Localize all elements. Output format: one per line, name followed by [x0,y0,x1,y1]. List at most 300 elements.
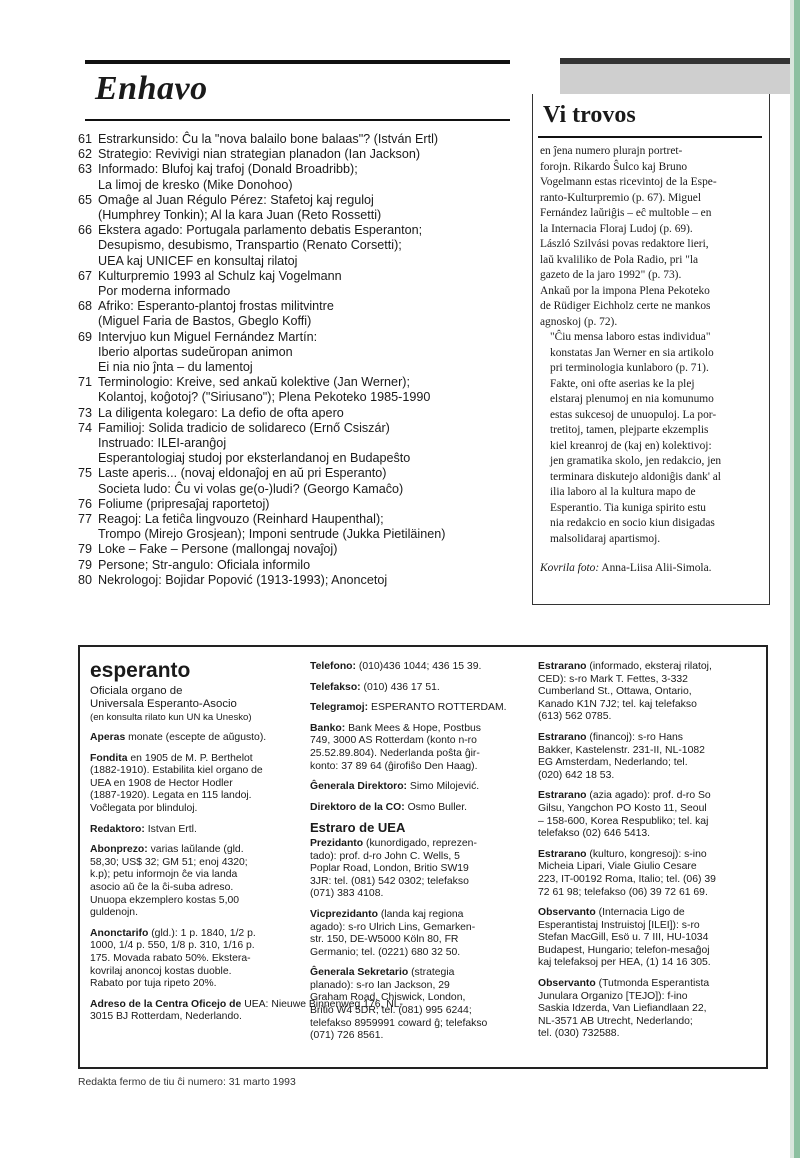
toc-entry [78,132,518,147]
imprint-line [310,934,515,947]
imprint-line [90,978,290,991]
imprint-text: kovrilaj anoncoj kostas duoble. [90,965,232,977]
imprint-text: Rabato por tuja ripeto 20%. [90,978,217,990]
toc-entry [78,223,518,269]
toc-entry-text: (Humphrey Tonkin); Al la kara Juan (Reto Rossetti) [98,208,382,223]
imprint-block [90,844,290,920]
imprint-line [538,816,758,829]
imprint-text: (071) 726 8561. [310,1030,384,1042]
imprint-line [90,907,290,920]
imprint-label: Vicprezidanto [310,908,378,920]
imprint-line [310,888,515,901]
toc-entry [78,193,518,223]
imprint-text: (azia agado): prof. d-ro So [589,790,711,802]
toc-entry [78,147,518,162]
imprint-text: planado): s-ro Ian Jackson, 29 [310,979,450,991]
imprint-line [538,945,758,958]
imprint-line [310,748,515,761]
imprint-text: Gilsu, Yangchon PO Kosto 11, Seoul [538,802,707,814]
imprint-line [90,732,290,745]
imprint-text: (1887-1920). Legata en 115 landoj. [90,790,252,802]
imprint-col-2 [310,661,515,1051]
toc-entry [78,421,518,467]
imprint-label: Estrarano [538,848,587,860]
imprint-text: 175. Movada rabato 50%. Ekstera- [90,952,251,964]
imprint-line [90,882,290,895]
sidebar-line: agnoskoj (p. 72). [540,315,618,328]
imprint-line [538,907,758,920]
imprint-block [310,909,515,959]
sidebar-line: en ĵena numero plurajn portret- [540,145,683,157]
imprint-text: Esperantistaj Instruistoj [ILEI]): s-ro [538,919,700,931]
toc-entry-text: Afriko: Esperanto-plantoj frostas militvintre [98,299,334,314]
toc-entry-text: Trompo (Mirejo Grosjean); Imponi sentrude (Jukka Pietiläinen) [98,527,446,542]
sidebar-line: de Rüdiger Eichholz certe ne mankos [540,300,711,312]
imprint-line [538,849,758,862]
imprint-text: 749, 3000 AS Rotterdam (konto n-ro [310,735,477,747]
imprint-block [90,753,290,816]
imprint-label: Estrarano [538,731,587,743]
toc-entry-text: Esperantologiaj studoj por eksterlandanoj en Budapeŝto [98,451,411,466]
imprint-line [310,851,515,864]
imprint-col-3 [538,661,758,1049]
organ-description [90,685,290,724]
imprint-text: Cumberland St., Ottawa, Ontario, [538,686,692,698]
imprint-text: Micheia Lipari, Viale Giulio Cesare [538,861,697,873]
imprint-text: monate (escepte de aŭgusto). [128,732,267,743]
imprint-text: (Tutmonda Esperantista [598,978,710,990]
imprint-text: – 158-600, Korea Respubliko; tel. kaj [538,815,709,827]
imprint-line [310,992,515,1005]
imprint-text: Graham Road, Chiswick, London, [310,992,466,1004]
imprint-text: guldenojn. [90,907,138,919]
toc-page-number: 66 [78,223,93,238]
organ-line: Universala Esperanto-Asocio [90,698,237,710]
table-of-contents [78,132,518,588]
imprint-line [538,1016,758,1029]
imprint-line [538,711,758,724]
imprint-line [538,661,758,674]
imprint-label: Telefakso: [310,681,361,693]
toc-entry-text: Nekrologoj: Bojidar Popović (1913-1993); Anoncetoj [98,572,388,587]
imprint-line [538,674,758,687]
imprint-text: 1000, 1/4 p. 550, 1/8 p. 310, 1/16 p. [90,940,255,952]
imprint-text: konto: 37 89 64 (ĝirofiŝo Den Haag). [310,760,478,772]
imprint-block [310,661,515,674]
toc-entry-text: Loke – Fake – Persone (mallongaj novaĵoj) [98,542,338,557]
sidebar-line: la Internacia Floraj Ludoj (p. 69). [540,222,693,235]
imprint-text: kaj telefaksoj per HEA, (1) 14 16 305. [538,957,711,969]
imprint-line [90,778,290,791]
imprint-line [538,745,758,758]
estraro-blocks [310,838,515,1043]
imprint-label: Ĝenerala Sekretario [310,967,409,979]
imprint-line [538,978,758,991]
imprint-block [538,849,758,899]
imprint-text: (gld.): 1 p. 1840, 1/2 p. [151,927,256,939]
imprint-label: Observanto [538,907,596,919]
imprint-text: CED): s-ro Mark T. Fettes, 3-332 [538,673,688,685]
imprint-line [90,844,290,857]
imprint-text: 3JR: tel. (081) 542 0302; telefakso [310,875,469,887]
imprint-block [310,802,515,815]
imprint-label: Direktoro de la CO: [310,801,405,813]
sidebar-line: kiel kreanroj de (kaj en) kolektivoj: [550,439,712,452]
imprint-block [90,928,290,991]
toc-entry-text: Persone; Str-angulo: Oficiala informilo [98,557,311,572]
imprint-line [90,753,290,766]
imprint-text: Voĉlegata por blinduloj. [90,802,198,814]
imprint-line [310,967,515,980]
imprint-col-3-blocks [538,661,758,1041]
imprint-text: k.p); petu informojn ĉe via landa [90,869,238,881]
imprint-line [90,928,290,941]
imprint-block [538,907,758,970]
imprint-text: 72 61 98; telefakso (06) 39 72 61 69. [538,886,708,898]
imprint-line [538,874,758,887]
toc-entry-text: Familioj: Solida tradicio de solidareco (Ernő Csiszár) [98,420,390,435]
toc-entry [78,375,518,405]
sidebar-line: nia redakcio en socio kiun disigadas [550,517,715,529]
toc-page-number: 75 [78,466,93,481]
sidebar-line: malsolidaraj apartismoj. [550,532,661,545]
toc-entry-text: Instruado: ILEI-aranĝoj [98,436,227,451]
imprint-text: EG Amsterdam, Nederlando; tel. [538,757,688,769]
imprint-contact-blocks [310,661,515,814]
imprint-label: Abonprezo: [90,844,148,856]
toc-page-number: 67 [78,268,93,283]
toc-entry [78,406,518,421]
imprint-block [538,661,758,724]
imprint-line [538,757,758,770]
imprint-label: Prezidanto [310,837,364,849]
toc-page-number: 76 [78,496,93,511]
toc-page-number: 79 [78,542,93,557]
imprint-text: Unuopa ekzemplero kostas 5,00 [90,894,240,906]
imprint-line [310,1030,515,1043]
imprint-line [538,686,758,699]
imprint-text: (landa kaj regiona [380,908,464,920]
imprint-text: NL-3571 AB Utrecht, Nederlando; [538,1015,693,1027]
imprint-label: Ĝenerala Direktoro: [310,781,408,793]
toc-entry [78,542,518,557]
imprint-text: UEA: Nieuwe Binnenweg 176, NL- [244,998,404,1010]
imprint-line [90,803,290,816]
toc-page-number: 61 [78,132,93,146]
imprint-line [310,1005,515,1018]
imprint-line [538,1028,758,1041]
imprint-line [310,922,515,935]
imprint-text: (kulturo, kongresoj): s-ino [589,848,707,860]
imprint-line [538,920,758,933]
sidebar-line: pri terminologia kunlaboro (p. 71). [550,362,709,374]
imprint-text: (1882-1910). Estabilita kiel organo de [90,765,263,777]
imprint-text: (financoj): s-ro Hans [589,731,683,743]
imprint-block [538,732,758,782]
imprint-text: UEA en 1908 de Hector Hodler [90,777,233,789]
toc-entry-text: Ei nia nio ĵnta – du lamentoj [98,360,253,375]
imprint-line [90,998,404,1012]
sidebar-line: jen gramatika skolo, jen redakcio, jen [550,455,722,467]
imprint-label: Telegramoj: [310,702,369,714]
imprint-block [310,838,515,901]
toc-page-number: 74 [78,420,93,435]
toc-entry-text: Informado: Blufoj kaj trafoj (Donald Broadribb); [98,162,358,177]
imprint-line [538,932,758,945]
imprint-text: Germanio; tel. (0221) 680 32 50. [310,946,461,958]
toc-entry-text: Foliume (pripresaĵaj raportetoj) [98,496,270,511]
imprint-line [538,803,758,816]
imprint-text: 58,30; US$ 32; GM 51; enoj 4320; [90,856,248,868]
sidebar-line: estas sukcesoj de unuopuloj. La por- [550,408,717,421]
imprint-text: 223, IT-00192 Roma, Italio; tel. (06) 39 [538,873,716,885]
imprint-block [310,967,515,1043]
imprint-text: tado): prof. d-ro John C. Wells, 5 [310,850,460,862]
sidebar-text [540,144,766,577]
imprint-line [310,661,515,674]
cover-credit-label: Kovrila foto: [540,562,600,574]
imprint-line [538,699,758,712]
imprint-text: (071) 383 4108. [310,888,384,900]
toc-entry-text: La limoj de kresko (Mike Donohoo) [98,177,293,192]
imprint-label: Observanto [538,978,596,990]
imprint-line [310,723,515,736]
imprint-line [310,802,515,815]
sidebar-line: ilia laboro al la kultura mapo de [550,486,696,498]
toc-entry-text: Reagoj: La fetiĉa lingvouzo (Reinhard Haupenthal); [98,512,384,527]
imprint-line [538,828,758,841]
imprint-line [538,991,758,1004]
imprint-line [90,895,290,908]
imprint-block [310,723,515,773]
estraro-heading: Estraro de UEA [310,820,406,836]
imprint-line [310,761,515,774]
toc-page-number: 62 [78,147,93,162]
sidebar-line: Fernández laŭriĝis – eĉ multoble – en [540,207,712,219]
imprint-label: Estrarano [538,661,587,672]
toc-entry-text: Estrarkunsido: Ĉu la "nova balailo bone balaas"? (István Ertl) [98,132,439,146]
toc-entry-text: Terminologio: Kreive, sed ankaŭ kolektive (Jan Werner); [98,375,410,390]
imprint-text: Budapest, Hungario; telefon-mesaĝoj [538,944,710,956]
imprint-text: asocio aŭ ĉe la ĉi-suba adreso. [90,881,234,893]
toc-page-number: 65 [78,192,93,207]
imprint-line [538,887,758,900]
imprint-text: Kanado K1N 7J2; tel. kaj telefakso [538,698,697,710]
sidebar-title: Vi trovos [543,102,636,128]
sidebar-line: Vogelmann estas ricevintoj de la Espe- [540,176,717,188]
toc-entry-text: Ekstera agado: Portugala parlamento debatis Esperanton; [98,223,423,238]
imprint-text: ESPERANTO ROTTERDAM. [371,702,507,714]
imprint-text: en 1905 de M. P. Berthelot [130,752,253,764]
organ-note: (en konsulta rilato kun UN ka Unesko) [90,712,252,723]
imprint-text: Saskia Idzerda, Van Liefiandlaan 22, [538,1003,707,1015]
imprint-line [310,863,515,876]
toc-entry-text: La diligenta kolegaro: La defio de ofta apero [98,405,344,420]
toc-page-number: 68 [78,299,93,314]
imprint-box [78,645,768,1069]
sidebar-rule [538,136,762,138]
toc-entry [78,162,518,192]
toc-entry [78,512,518,542]
imprint-text: Britio W4 5DR; tel. (081) 995 6244; [310,1005,472,1017]
sidebar-paragraph-1 [540,144,766,330]
imprint-text: (kunordigado, reprezen- [366,837,477,849]
imprint-line [310,947,515,960]
imprint-label: Estrarano [538,790,587,802]
sidebar-line: tretitoj, tamen, plejparte ekzemplis [550,424,709,436]
imprint-line [538,957,758,970]
cover-credit-name: Anna-Liisa Alii-Simola. [601,562,712,574]
sidebar-line: gazeto de la jaro 1992" (p. 73). [540,269,682,281]
imprint-line [310,735,515,748]
imprint-block [538,790,758,840]
imprint-line [90,765,290,778]
toc-page-number: 79 [78,557,93,572]
imprint-line [90,966,290,979]
toc-entry [78,466,518,496]
imprint-text: Simo Milojević. [409,781,480,793]
imprint-text: (010) 436 17 51. [363,681,440,693]
toc-entry-text: Iberio alportas sudeŭropan animon [98,344,293,359]
sidebar-line: "Ĉiu mensa laboro estas individua" [550,331,711,343]
toc-entry [78,269,518,299]
organ-line: Oficiala organo de [90,685,183,697]
toc-entry [78,558,518,573]
imprint-block [90,824,290,837]
imprint-block [310,781,515,794]
masthead: esperanto [90,659,191,682]
imprint-label: Redaktoro: [90,823,145,835]
imprint-label: Aperas [90,732,126,743]
imprint-text: Junulara Organizo [TEJO]): f-ino [538,990,688,1002]
toc-entry-text: Kolantoj, koĝotoj? ("Siriusano"); Plena Pekoteko 1985-1990 [98,390,431,405]
page-title: Enhavo [95,70,208,107]
sidebar-line: elstaraj plenumoj en nia komunumo [550,393,714,405]
imprint-block [310,682,515,695]
imprint-line [90,824,290,837]
imprint-line [90,940,290,953]
sidebar-line: terminara diskutejo aldoniĝis dank' al [550,470,721,483]
imprint-line [310,980,515,993]
imprint-label: Telefono: [310,661,356,672]
imprint-line [310,838,515,851]
imprint-text: (Internacia Ligo de [598,907,685,919]
toc-entry-text: Por moderna informado [98,284,231,299]
imprint-line [538,790,758,803]
imprint-text: Bakker, Kastelenstr. 231-II, NL-1082 [538,744,705,756]
title-rule [85,119,510,121]
imprint-line [90,857,290,870]
imprint-text: (010)436 1044; 436 15 39. [358,661,482,672]
imprint-text: 25.52.89.804). Nederlanda poŝta ĝir- [310,747,480,759]
sidebar-line: Fakte, oni ofte aserias ke la plej [550,377,695,390]
imprint-block [538,978,758,1041]
toc-entry-text: Desupismo, desubismo, Transpartio (Renato Corsetti); [98,238,402,253]
imprint-text: agado): s-ro Ulrich Lins, Gemarken- [310,921,476,933]
imprint-line [310,682,515,695]
imprint-line [90,1011,290,1024]
imprint-line [310,909,515,922]
imprint-line [538,732,758,745]
imprint-label: Fondita [90,752,128,764]
imprint-text: Istvan Ertl. [147,823,197,835]
imprint-line [90,790,290,803]
imprint-text: Osmo Buller. [407,801,468,813]
toc-page-number: 63 [78,162,93,177]
toc-page-number: 77 [78,512,93,527]
cover-credit [540,561,766,577]
imprint-line [310,876,515,889]
toc-entry-text: (Miguel Faria de Bastos, Gbeglo Koffi) [98,314,312,329]
toc-entry-text: Laste aperis... (novaj eldonaĵoj en aŭ pri Esperanto) [98,466,387,481]
sidebar-line: László Szilvási povas redaktore lieri, [540,238,709,250]
imprint-text: telefakso 8959991 coward ĝ; telefakso [310,1017,488,1029]
toc-entry-text: Strategio: Revivigi nian strategian planadon (Ian Jackson) [98,147,421,162]
sidebar-line: ranto-Kulturpremio (p. 67). Miguel [540,191,702,204]
imprint-line [538,770,758,783]
imprint-text: telefakso (02) 646 5413. [538,828,651,840]
sidebar-line: Esperantio. Tia kuniga spirito estu [550,501,706,514]
imprint-text: tel. (030) 732588. [538,1028,620,1040]
imprint-text: (613) 562 0785. [538,711,612,723]
toc-entry-text: UEA kaj UNICEF en konsultaj rilatoj [98,253,298,268]
sidebar-line: Ankaŭ por la impona Plena Pekoteko [540,284,710,297]
imprint-text: str. 150, DE-W5000 Köln 80, FR [310,934,459,946]
imprint-line [538,1003,758,1016]
imprint-label: Banko: [310,722,346,734]
toc-page-number: 73 [78,405,93,420]
toc-entry-text: Societa ludo: Ĉu vi volas ge(o-)ludi? (Georgo Kamaĉo) [98,481,404,496]
imprint-text: varias laŭlande (gld. [150,844,244,856]
top-rule [85,60,510,64]
imprint-text: (informado, eksteraj rilatoj, [589,661,712,672]
page-edge-strip [794,0,800,1158]
sidebar-line: forojn. Rikardo Ŝulco kaj Bruno [540,160,688,173]
imprint-line [310,1018,515,1031]
sidebar-line: konstatas Jan Werner en sia artikolo [550,346,714,359]
imprint-label: Anonctarifo [90,927,149,939]
imprint-text: 3015 BJ Rotterdam, Nederlando. [90,1011,242,1023]
toc-entry [78,497,518,512]
imprint-block [310,702,515,715]
imprint-line [90,869,290,882]
sidebar-line: laŭ kvaliliko de Pola Radio, pri "la [540,253,699,266]
imprint-text: Stefan MacGill, Esö u. 7 III, HU-1034 [538,932,709,944]
header-bar-dark [560,58,790,64]
toc-entry-text: Intervjuo kun Miguel Fernández Martín: [98,329,318,344]
toc-page-number: 69 [78,329,93,344]
imprint-label: Adreso de la Centra Oficejo de [90,998,242,1010]
toc-page-number: 71 [78,375,93,390]
imprint-line [310,702,515,715]
imprint-line [90,953,290,966]
imprint-text: Bank Mees & Hope, Postbus [348,722,481,734]
sidebar-paragraph-2 [540,330,766,547]
toc-page-number: 80 [78,572,93,587]
toc-entry-text: Omaĝe al Juan Régulo Pérez: Stafetoj kaj reguloj [98,192,374,207]
imprint-text: (020) 642 18 53. [538,769,615,781]
imprint-line [310,781,515,794]
imprint-line [538,861,758,874]
toc-entry-text: Kulturpremio 1993 al Schulz kaj Vogelmann [98,268,342,283]
toc-entry [78,330,518,376]
imprint-text: (strategia [411,967,455,979]
closing-date-note: Redakta fermo de tiu ĉi numero: 31 marto 1993 [78,1077,296,1088]
toc-entry [78,299,518,329]
toc-entry [78,573,518,588]
imprint-block [90,732,290,745]
imprint-text: Poplar Road, London, Britio SW19 [310,863,469,875]
